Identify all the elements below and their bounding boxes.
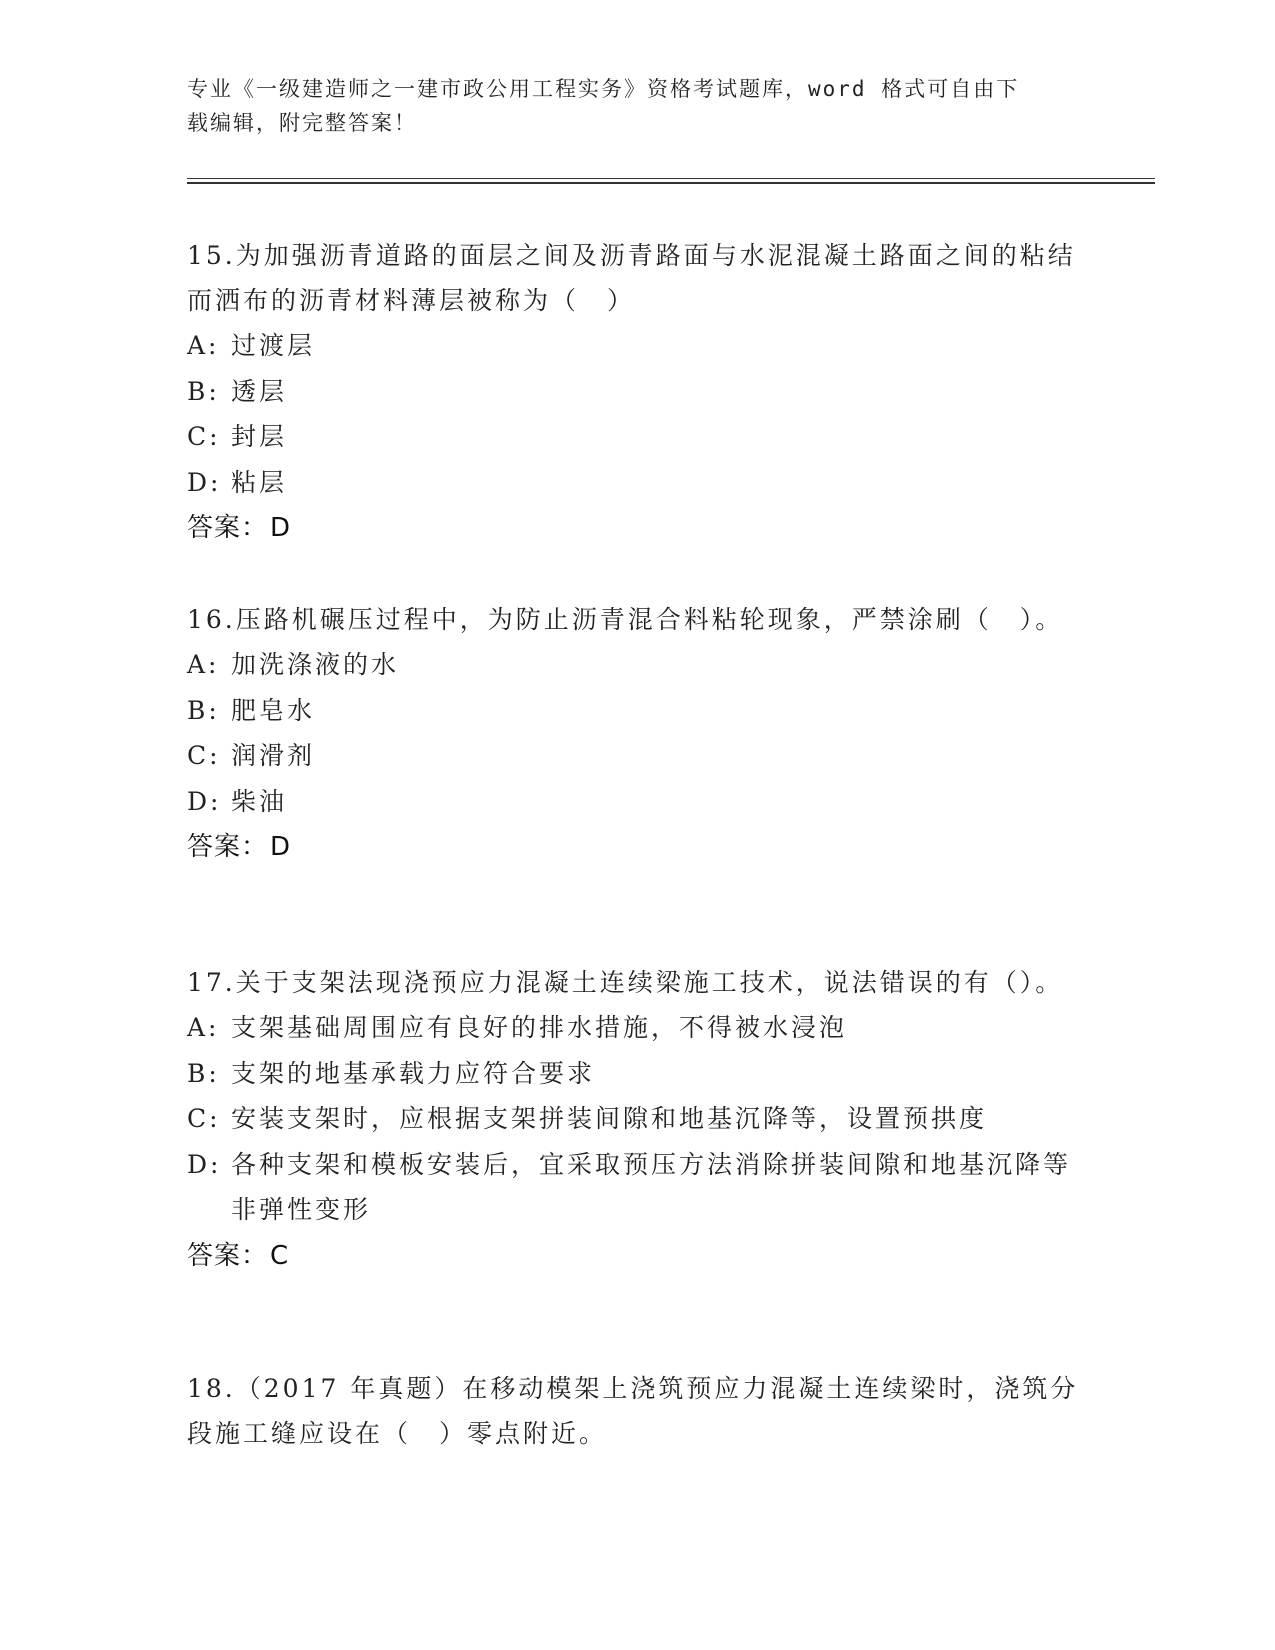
- option-text: 各种支架和模板安装后，宜采取预压方法消除拼装间隙和地基沉降等非弹性变形: [231, 1149, 1072, 1224]
- option-text: 粘层: [231, 467, 288, 497]
- option-a: [187, 642, 1087, 688]
- option-text: 封层: [231, 422, 288, 451]
- option-letter: B:: [187, 376, 220, 406]
- option-letter: B:: [187, 695, 220, 725]
- option-c: [187, 733, 1087, 779]
- option-letter: A:: [187, 1013, 220, 1042]
- question-stem: 18.（2017 年真题）在移动模架上浇筑预应力混凝土连续梁时，浇筑分段施工缝应设在（ ）零点附近。: [187, 1374, 1079, 1448]
- question-stem: 16.压路机碾压过程中，为防止沥青混合料粘轮现象，严禁涂刷（ ）。: [187, 605, 1064, 634]
- document-header: [187, 72, 1077, 140]
- option-d: [187, 460, 1087, 506]
- question-15: [187, 233, 1087, 551]
- question-stem: 15.为加强沥青道路的面层之间及沥青路面与水泥混凝土路面之间的粘结而洒布的沥青材料薄层被称为（ ）: [187, 241, 1076, 315]
- header-line-2: 载编辑，附完整答案！: [187, 111, 417, 135]
- question-stem: 17.关于支架法现浇预应力混凝土连续梁施工技术，说法错误的有（）。: [187, 968, 1064, 997]
- option-c: [187, 414, 1087, 460]
- answer-line: [187, 505, 1087, 551]
- option-b: [187, 688, 1087, 734]
- answer-line: [187, 1233, 1087, 1279]
- option-letter: C:: [187, 741, 221, 770]
- option-d: [187, 1142, 1087, 1233]
- option-text: 加洗涤液的水: [231, 650, 400, 679]
- option-text: 安装支架时，应根据支架拼装间隙和地基沉降等，设置预拱度: [231, 1104, 988, 1133]
- option-text: 过渡层: [231, 331, 316, 360]
- option-text: 支架基础周围应有良好的排水措施，不得被水浸泡: [231, 1013, 848, 1042]
- option-text: 肥皂水: [231, 695, 316, 725]
- answer-label: 答案：: [187, 513, 269, 543]
- option-c: [187, 1096, 1087, 1142]
- option-letter: C:: [187, 1104, 221, 1133]
- option-text: 润滑剂: [231, 741, 316, 770]
- option-letter: D:: [187, 786, 222, 816]
- answer-label: 答案：: [187, 832, 269, 862]
- option-b: [187, 1051, 1087, 1097]
- option-d: [187, 779, 1087, 825]
- question-17: [187, 960, 1087, 1279]
- option-letter: D:: [187, 467, 222, 497]
- option-letter: C:: [187, 422, 221, 451]
- option-text: 支架的地基承载力应符合要求: [231, 1058, 596, 1088]
- option-letter: D:: [187, 1149, 222, 1179]
- header-line-1: 专业《一级建造师之一建市政公用工程实务》资格考试题库，word 格式可自由下: [187, 77, 1020, 101]
- question-18: [187, 1366, 1087, 1456]
- answer-line: [187, 824, 1087, 870]
- answer-label: 答案：: [187, 1240, 269, 1271]
- option-letter: A:: [187, 331, 220, 360]
- option-letter: A:: [187, 650, 220, 679]
- option-text: 透层: [231, 376, 288, 406]
- option-a: [187, 323, 1087, 369]
- answer-value: D: [270, 832, 292, 862]
- header-divider-top: [187, 178, 1155, 179]
- option-letter: B:: [187, 1058, 220, 1088]
- option-text: 柴油: [231, 786, 288, 816]
- option-a: [187, 1005, 1087, 1051]
- answer-value: C: [270, 1240, 290, 1271]
- answer-value: D: [270, 513, 292, 543]
- option-b: [187, 369, 1087, 415]
- question-16: [187, 597, 1087, 870]
- header-divider-bottom: [187, 182, 1155, 184]
